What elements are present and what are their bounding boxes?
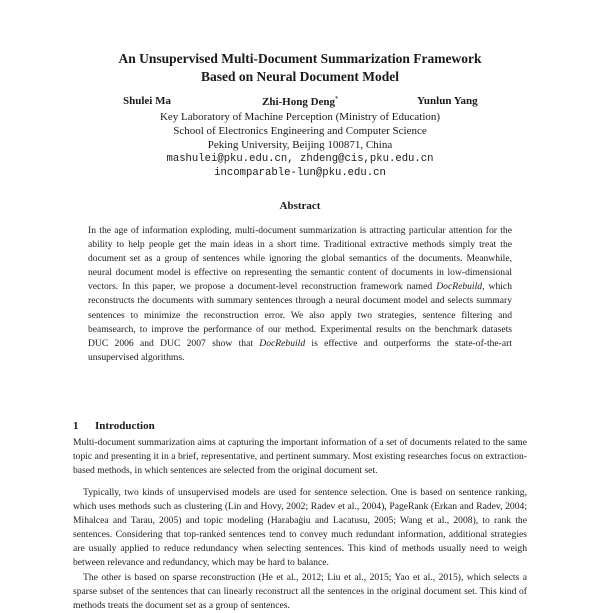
- author-name: Yunlun Yang: [417, 95, 478, 107]
- section-title: Introduction: [95, 420, 155, 432]
- author-1: [123, 95, 171, 107]
- corresponding-author-mark: *: [335, 95, 339, 103]
- paper-title-line-2: Based on Neural Document Model: [201, 69, 399, 84]
- intro-paragraph-1: Multi-document summarization aims at capturing the important information of a set of documents related to the same topic and presenting it in a brief, representative, and pertinent summary. Most existing researches focus on extraction-based methods, in which sentences are selected from the original document set.: [73, 437, 527, 477]
- affiliation-line-1: Key Laboratory of Machine Perception (Ministry of Education): [159, 111, 441, 123]
- abstract-part-3: is effective and outperforms the state-of-the-art unsupervised algorithms.: [88, 337, 512, 363]
- intro-paragraph-3: The other is based on sparse reconstruction (He et al., 2012; Liu et al., 2015; Yao et al., 2015), which selects a sparse subset of the sentences that can linearly reconstruct all the sentences in the original document set. This kind of methods treats the document set as a group of sentences.: [73, 572, 527, 612]
- abstract-text: [88, 224, 512, 365]
- method-name: DocRebuild: [259, 337, 306, 349]
- section-number: 1: [73, 420, 79, 432]
- intro-paragraph-2: Typically, two kinds of unsupervised models are used for sentence selection. One is based on sentence ranking, which uses methods such as clustering (Lin and Hovy, 2002; Radev et al., 2004), PageRank (Erkan and Radev, 2004; Mihalcea and Tarau, 2005) and topic modeling (Harabaġiu and Lacatusu, 2005; Wang et al., 2008), to rank the sentences. Considering that top-ranked sentences tend to convey much redundant information, additional strategies are usually applied to reduce redundancy when selecting sentences. This kind of methods usually need to weigh between relevance and redundancy, which may be hard to balance.: [73, 487, 527, 569]
- email-line-2: incomparable-lun@pku.edu.cn: [214, 167, 386, 179]
- affiliation-line-2: School of Electronics Engineering and Computer Science: [173, 125, 427, 137]
- email-line-1: mashulei@pku.edu.cn, zhdeng@cis,pku.edu.cn: [166, 153, 434, 165]
- author-2: [262, 95, 339, 108]
- author-name: Zhi-Hong Deng: [262, 96, 336, 108]
- paper-title-line-1: An Unsupervised Multi-Document Summarization Framework: [118, 51, 482, 66]
- affiliation-line-3: Peking University, Beijing 100871, China: [207, 139, 393, 151]
- author-name: Shulei Ma: [123, 95, 171, 107]
- abstract-heading: Abstract: [279, 200, 321, 212]
- abstract-part-2: , which reconstructs the documents with summary sentences through a neural document model and selects summary sentences to minimize the reconstruction error. We also apply two strategies, sentence filtering and beamsearch, to improve the performance of our method. Experimental results on the benchmark datasets DUC 2006 and DUC 2007 show that: [88, 281, 512, 349]
- section-heading: [73, 420, 155, 432]
- method-name: DocRebuild: [436, 281, 483, 293]
- abstract-part-1: In the age of information exploding, multi-document summarization is attracting particular attention for the ability to help people get the main ideas in a short time. Traditional extractive methods simply treat the document set as a group of sentences while ignoring the global semantics of the documents. Meanwhile, neural document model is effective on representing the semantic content of documents in low-dimensional vectors. In this paper, we propose a document-level reconstruction framework named: [88, 225, 512, 293]
- author-3: [417, 95, 478, 107]
